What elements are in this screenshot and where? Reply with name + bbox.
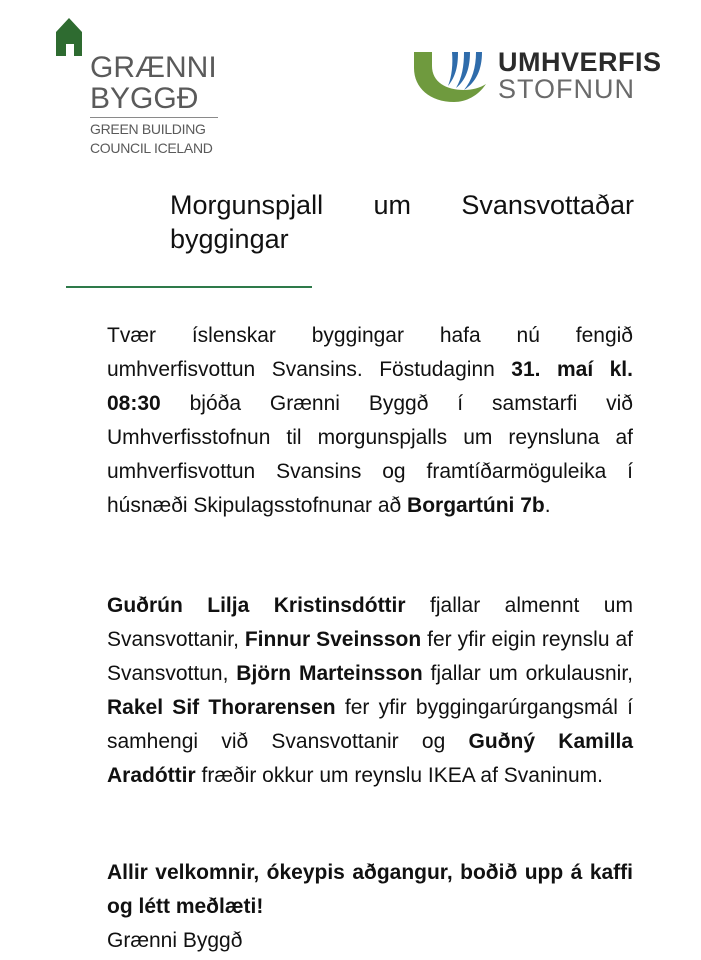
closing-paragraph	[107, 856, 633, 958]
logo-name-line1: GRÆNNI	[90, 51, 217, 84]
speaker-name: Guðný Kamilla Aradóttir	[107, 730, 634, 787]
speakers-paragraph	[107, 589, 633, 793]
text: bjóða Grænni Byggð í samstarfi við Umhverfisstofnun til morgunspjalls um reynsluna af umhverfisvottun Svansins og framtíðarmöguleika í húsnæði Skipulagsstofnunar að	[107, 392, 633, 517]
logo-name	[90, 52, 217, 114]
speaker-name: Guðrún Lilja Kristinsdóttir	[107, 594, 406, 617]
intro-paragraph	[107, 319, 633, 523]
event-date: 31. maí kl. 08:30	[107, 358, 633, 415]
speaker-name: Finnur Sveinsson	[244, 628, 422, 651]
logo-name-line2: BYGGÐ	[90, 82, 199, 115]
logo-divider	[90, 117, 218, 118]
logo-name-line1: UMHVERFIS	[498, 47, 662, 77]
signature: Grænni Byggð	[107, 929, 243, 952]
umhverfisstofnun-logo	[412, 48, 672, 104]
logo-sub-line1: GREEN BUILDING	[90, 121, 206, 137]
logo-sub-line2: COUNCIL ICELAND	[90, 140, 213, 156]
text: fer yfir eigin reynslu af Svansvottun,	[107, 628, 633, 685]
text: Tvær íslenskar byggingar hafa nú fengið umhverfisvottun Svansins. Föstudaginn	[107, 324, 633, 381]
welcome-message: Allir velkomnir, ókeypis aðgangur, boðið upp á kaffi og létt meðlæti!	[107, 861, 633, 918]
text: fer yfir byggingarúrgangsmál í samhengi við Svansvottanir og	[107, 696, 633, 753]
title-divider	[66, 286, 312, 288]
umhverfisstofnun-mark-icon	[412, 48, 498, 104]
logo-name-line2: STOFNUN	[498, 74, 636, 104]
text: fjallar um orkulausnir,	[422, 662, 634, 685]
text: fjallar almennt um Svansvottanir,	[107, 594, 633, 651]
house-icon	[56, 18, 82, 56]
speaker-name: Björn Marteinsson	[236, 662, 423, 685]
text: fræðir okkur um reynslu IKEA af Svaninum.	[195, 764, 603, 787]
graenni-byggd-logo	[54, 16, 234, 166]
speaker-name: Rakel Sif Thorarensen	[107, 696, 336, 719]
logo-subtitle	[90, 120, 213, 158]
text: .	[544, 494, 551, 517]
page-title: Morgunspjall um Svansvottaðar byggingar	[170, 190, 634, 254]
event-location: Borgartúni 7b	[407, 494, 545, 517]
